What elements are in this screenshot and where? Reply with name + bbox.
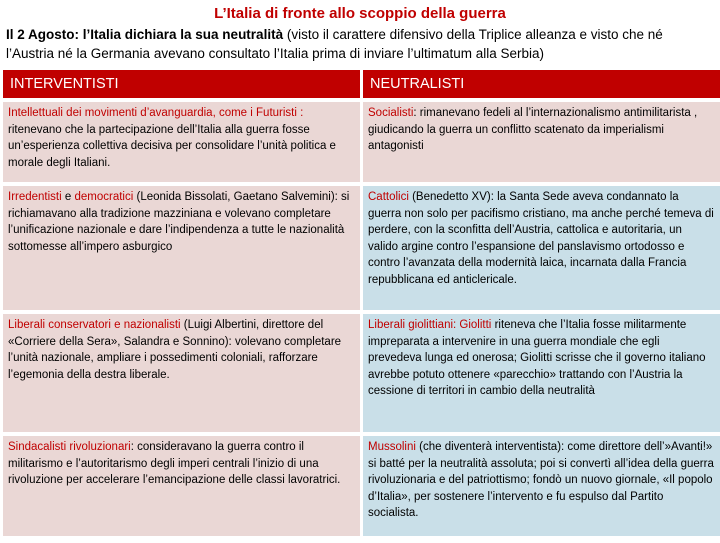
group-name-2: democratici [74, 191, 134, 203]
group-description: riteneva che l’Italia fosse militarmente impreparata a intervenire in una guerra mondiale che egli prevedeva lunga ed onerosa; Giolitti scrisse che il governo italiano avrebbe potuto ottenere «parecchio» trattando con l’Austria la cessione di territori in cambio della neutralità [368, 319, 706, 398]
group-name: Irredentisti [8, 191, 62, 203]
group-description: : consideravano la guerra contro il militarismo e l’autoritarismo degli imperi centrali l’inizio di una rivoluzione per accelerare l’emancipazione delle classi lavoratrici. [8, 441, 341, 487]
group-description: : rimanevano fedeli al l’internazionalismo antimilitarista , giudicando la guerra un conflitto scatenato da imperialismi antagonisti [368, 107, 698, 153]
group-connector: e [61, 191, 75, 203]
table-row [3, 186, 720, 310]
cell-interventisti [3, 102, 360, 182]
group-description: (che diventerà interventista): come direttore dell’»Avanti!» si batté per la neutralità assoluta; poi si convertì all’idea della guerra rivoluzionaria e del patriottismo; fondò un nuovo giornale, «Il popolo d’Italia», per sostenere l’intervento e fu espulso dal Partito socialista. [368, 441, 714, 520]
intro-text: (visto il carattere difensivo della Triplice alleanza e visto che né l’Austria né la Germania avevano consultato l’Italia prima di inviare l’ultimatum alla Serbia) [6, 27, 663, 61]
cell-interventisti [3, 314, 360, 432]
cell-neutralisti [363, 436, 720, 536]
cell-neutralisti [363, 186, 720, 310]
group-name: Cattolici [368, 191, 409, 203]
group-description: (Luigi Albertini, direttore del «Corriere della Sera», Salandra e Sonnino): volevano completare l’unità nazionale, ampliare i possedimenti coloniali, rafforzare l’egemonia della destra liberale. [8, 319, 342, 381]
group-name: Sindacalisti rivoluzionari [8, 441, 131, 453]
cell-interventisti [3, 436, 360, 536]
group-name: Liberali giolittiani: Giolitti [368, 319, 492, 331]
intro-paragraph [0, 25, 720, 65]
table-row [3, 102, 720, 182]
group-name: Socialisti [368, 107, 414, 119]
group-name: Liberali conservatori e nazionalisti [8, 319, 181, 331]
header-interventisti: INTERVENTISTI [3, 70, 360, 98]
header-neutralisti: NEUTRALISTI [363, 70, 720, 98]
table-row [3, 436, 720, 536]
group-description: ritenevano che la partecipazione dell’Italia alla guerra fosse un’esperienza collettiva decisiva per consolidare l’unità politica e morale degli Italiani. [8, 123, 336, 169]
group-name: Intellettuali dei movimenti d’avanguardia, come i Futuristi : [8, 107, 304, 119]
table-row [3, 314, 720, 432]
group-name: Mussolini [368, 441, 416, 453]
intro-bold: Il 2 Agosto: l’Italia dichiara la sua neutralità [6, 27, 284, 42]
cell-neutralisti [363, 102, 720, 182]
group-description: (Benedetto XV): la Santa Sede aveva condannato la guerra non solo per pacifismo cristiano, ma anche perché temeva di perdere, con la sconfitta dell’Austria, cattolica e autoritaria, un valido argine contro l’espansione del panslavismo ortodosso e contro l’avanzata della modernità laica, incarnata dalla Francia repubblicana ed anticlericale. [368, 191, 714, 286]
cell-interventisti [3, 186, 360, 310]
page-title: L’Italia di fronte allo scoppio della guerra [214, 5, 506, 22]
cell-neutralisti [363, 314, 720, 432]
comparison-table [0, 66, 720, 540]
group-description: (Leonida Bissolati, Gaetano Salvemini): si richiamavano alla tradizione mazziniana e volevano completare l’unificazione nazionale e dare l’indipendenza a tutte le nazionalità sottomesse all’impero asburgico [8, 191, 350, 253]
